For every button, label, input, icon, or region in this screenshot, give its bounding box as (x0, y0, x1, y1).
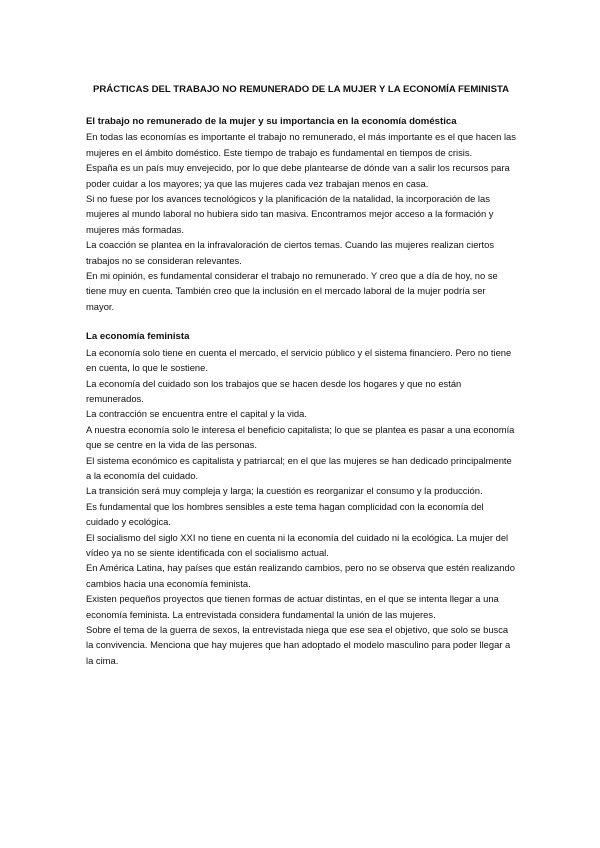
paragraph: La economía solo tiene en cuenta el mercado, el servicio público y el sistema financiero. Pero no tiene en cuenta, lo que le sostiene. (86, 346, 512, 374)
paragraph: La coacción se plantea en la infravaloración de ciertos temas. Cuando las mujeres realizan ciertos trabajos no se consideran relevantes. (86, 239, 495, 266)
paragraph: La transición será muy compleja y larga; la cuestión es reorganizar el consumo y la producción. (86, 485, 483, 497)
paragraph: España es un país muy envejecido, por lo que debe plantearse de dónde van a salir los recursos para poder cuidar a los mayores; ya que las mujeres cada vez trabajan menos en casa. (86, 162, 510, 189)
paragraph: A nuestra economía solo le interesa el beneficio capitalista; lo que se plantea es pasar a una economía que se centre en la vida de las personas. (86, 423, 515, 451)
paragraph: El socialismo del siglo XXI no tiene en cuenta ni la economía del cuidado ni la ecológica. La mujer del vídeo ya no se siente identificada con el socialismo actual. (86, 531, 509, 558)
section-spacer (86, 314, 516, 329)
document-body (86, 82, 516, 668)
section-heading: El trabajo no remunerado de la mujer y su importancia en la economía doméstica (86, 116, 457, 127)
document-title: PRÁCTICAS DEL TRABAJO NO REMUNERADO DE LA MUJER Y LA ECONOMÍA FEMINISTA (92, 84, 510, 95)
paragraph: Es fundamental que los hombres sensibles a este tema hagan complicidad con la economía del cuidado y ecológica. (86, 500, 484, 528)
paragraph: La contracción se encuentra entre el capital y la vida. (86, 408, 307, 420)
paragraph: En mi opinión, es fundamental considerar el trabajo no remunerado. Y creo que a día de hoy, no se tiene muy en cuenta. También creo que la inclusión en el mercado laboral de la mujer podría ser mayor. (86, 270, 498, 312)
paragraph: Sobre el tema de la guerra de sexos, la entrevistada niega que ese sea el objetivo, que solo se busca la convivencia. Menciona que hay mujeres que han adoptado el modelo masculino para poder llegar a la cima. (86, 624, 511, 666)
section-economia-feminista (86, 329, 516, 668)
section-heading: La economía feminista (86, 331, 190, 343)
paragraph: Existen pequeños proyectos que tienen formas de actuar distintas, en el que se intenta llegar a una economía feminista. La entrevistada considera fundamental la unión de las mujeres. (86, 593, 499, 620)
paragraph: Si no fuese por los avances tecnológicos y la planificación de la natalidad, la incorporación de las mujeres al mundo laboral no hubiera sido tan masiva. Encontramos mejor acceso a la formación y mujeres más formadas. (86, 193, 494, 235)
paragraph: En América Latina, hay países que están realizando cambios, pero no se observa que estén realizando cambios hacia una economía feminista. (86, 562, 515, 589)
paragraph: La economía del cuidado son los trabajos que se hacen desde los hogares y que no están remunerados. (86, 377, 462, 404)
paragraph: El sistema económico es capitalista y patriarcal; en el que las mujeres se han dedicado principalmente a la economía del cuidado. (86, 454, 512, 481)
section-trabajo-no-remunerado (86, 114, 516, 314)
paragraph: En todas las economías es importante el trabajo no remunerado, el más importante es el que hacen las mujeres en el ámbito doméstico. Este tiempo de trabajo es fundamental en tiempos de crisis. (86, 131, 516, 158)
